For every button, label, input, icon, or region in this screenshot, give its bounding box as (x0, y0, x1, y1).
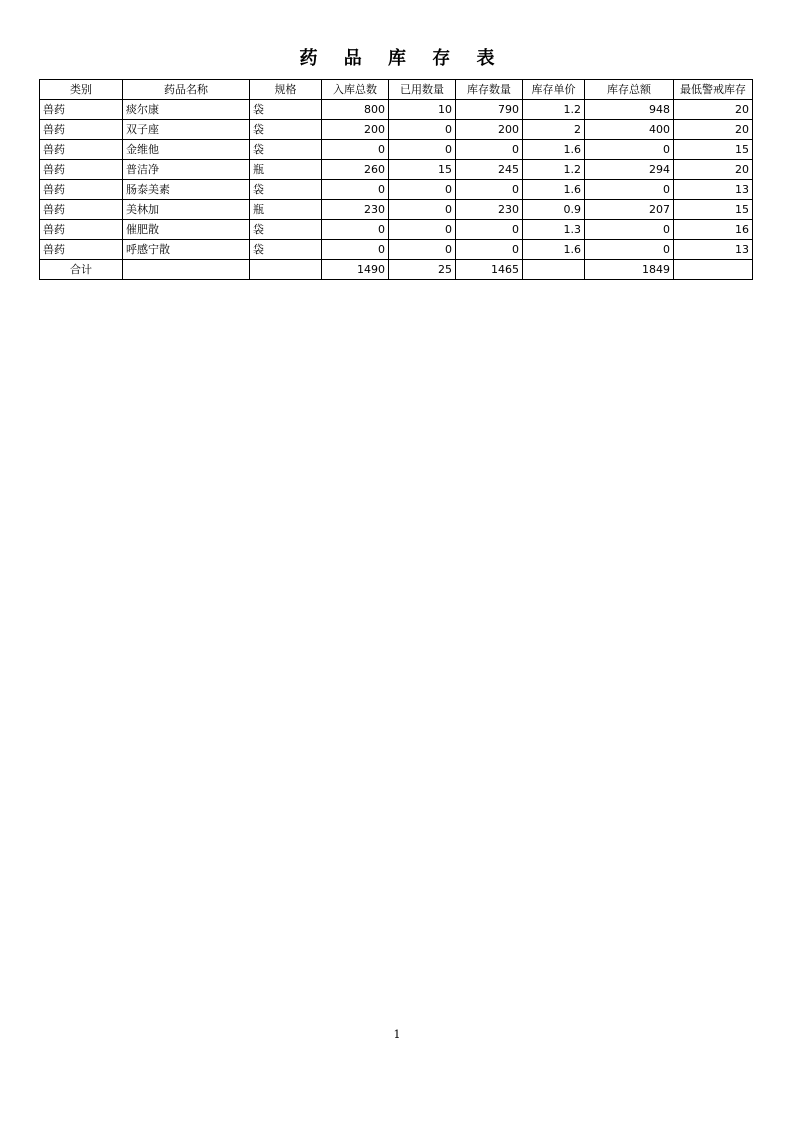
cell-category: 兽药 (40, 100, 123, 120)
total-empty-cell (523, 260, 585, 280)
cell-min-stock: 13 (674, 180, 753, 200)
cell-drug-name: 金维他 (123, 140, 250, 160)
cell-spec: 袋 (250, 180, 322, 200)
cell-stock: 0 (456, 140, 523, 160)
total-label: 合计 (40, 260, 123, 280)
table-total-row (40, 260, 753, 280)
cell-used: 0 (389, 220, 456, 240)
total-empty-cell (250, 260, 322, 280)
cell-in-total: 260 (322, 160, 389, 180)
table-row (40, 240, 753, 260)
cell-unit-price: 1.6 (523, 140, 585, 160)
header-stock: 库存数量 (456, 80, 523, 100)
cell-drug-name: 双子座 (123, 120, 250, 140)
cell-category: 兽药 (40, 160, 123, 180)
total-in-total: 1490 (322, 260, 389, 280)
header-category: 类别 (40, 80, 123, 100)
cell-in-total: 0 (322, 240, 389, 260)
header-used: 已用数量 (389, 80, 456, 100)
total-used: 25 (389, 260, 456, 280)
cell-in-total: 0 (322, 140, 389, 160)
table-row (40, 160, 753, 180)
cell-unit-price: 1.6 (523, 240, 585, 260)
cell-drug-name: 普洁净 (123, 160, 250, 180)
cell-category: 兽药 (40, 200, 123, 220)
cell-used: 0 (389, 120, 456, 140)
total-stock-value: 1849 (585, 260, 674, 280)
cell-stock: 245 (456, 160, 523, 180)
cell-stock: 230 (456, 200, 523, 220)
cell-unit-price: 2 (523, 120, 585, 140)
cell-category: 兽药 (40, 180, 123, 200)
table-header-row (40, 80, 753, 100)
cell-used: 0 (389, 180, 456, 200)
table-row (40, 100, 753, 120)
cell-stock-value: 948 (585, 100, 674, 120)
cell-min-stock: 15 (674, 200, 753, 220)
cell-used: 0 (389, 140, 456, 160)
header-in-total: 入库总数 (322, 80, 389, 100)
cell-unit-price: 1.2 (523, 100, 585, 120)
cell-stock: 0 (456, 180, 523, 200)
cell-spec: 袋 (250, 120, 322, 140)
cell-min-stock: 16 (674, 220, 753, 240)
total-empty-cell (674, 260, 753, 280)
cell-min-stock: 20 (674, 160, 753, 180)
cell-spec: 瓶 (250, 160, 322, 180)
cell-stock-value: 0 (585, 220, 674, 240)
table-row (40, 140, 753, 160)
cell-stock: 200 (456, 120, 523, 140)
cell-stock-value: 0 (585, 240, 674, 260)
cell-min-stock: 13 (674, 240, 753, 260)
cell-unit-price: 1.3 (523, 220, 585, 240)
cell-in-total: 200 (322, 120, 389, 140)
cell-drug-name: 美林加 (123, 200, 250, 220)
cell-spec: 袋 (250, 220, 322, 240)
cell-category: 兽药 (40, 220, 123, 240)
cell-drug-name: 呼感宁散 (123, 240, 250, 260)
cell-used: 10 (389, 100, 456, 120)
cell-unit-price: 0.9 (523, 200, 585, 220)
header-spec: 规格 (250, 80, 322, 100)
table-row (40, 200, 753, 220)
header-stock-value: 库存总额 (585, 80, 674, 100)
page-number: 1 (393, 1028, 401, 1041)
cell-in-total: 800 (322, 100, 389, 120)
cell-stock-value: 0 (585, 140, 674, 160)
inventory-table (39, 79, 753, 280)
cell-used: 15 (389, 160, 456, 180)
cell-in-total: 0 (322, 180, 389, 200)
cell-min-stock: 20 (674, 100, 753, 120)
header-drug-name: 药品名称 (123, 80, 250, 100)
cell-stock-value: 207 (585, 200, 674, 220)
cell-unit-price: 1.6 (523, 180, 585, 200)
total-stock: 1465 (456, 260, 523, 280)
cell-min-stock: 15 (674, 140, 753, 160)
table-row (40, 180, 753, 200)
cell-spec: 袋 (250, 100, 322, 120)
cell-stock-value: 0 (585, 180, 674, 200)
cell-spec: 袋 (250, 240, 322, 260)
table-row (40, 120, 753, 140)
cell-category: 兽药 (40, 140, 123, 160)
cell-stock: 0 (456, 240, 523, 260)
cell-drug-name: 痰尔康 (123, 100, 250, 120)
cell-stock-value: 294 (585, 160, 674, 180)
cell-stock-value: 400 (585, 120, 674, 140)
cell-spec: 瓶 (250, 200, 322, 220)
cell-in-total: 0 (322, 220, 389, 240)
cell-used: 0 (389, 200, 456, 220)
cell-spec: 袋 (250, 140, 322, 160)
cell-drug-name: 肠泰美素 (123, 180, 250, 200)
cell-stock: 790 (456, 100, 523, 120)
cell-unit-price: 1.2 (523, 160, 585, 180)
cell-stock: 0 (456, 220, 523, 240)
cell-drug-name: 催肥散 (123, 220, 250, 240)
page-title: 药 品 库 存 表 (299, 48, 505, 69)
total-empty-cell (123, 260, 250, 280)
cell-in-total: 230 (322, 200, 389, 220)
header-unit-price: 库存单价 (523, 80, 585, 100)
cell-category: 兽药 (40, 240, 123, 260)
cell-min-stock: 20 (674, 120, 753, 140)
header-min-stock: 最低警戒库存 (674, 80, 753, 100)
table-row (40, 220, 753, 240)
cell-category: 兽药 (40, 120, 123, 140)
cell-used: 0 (389, 240, 456, 260)
